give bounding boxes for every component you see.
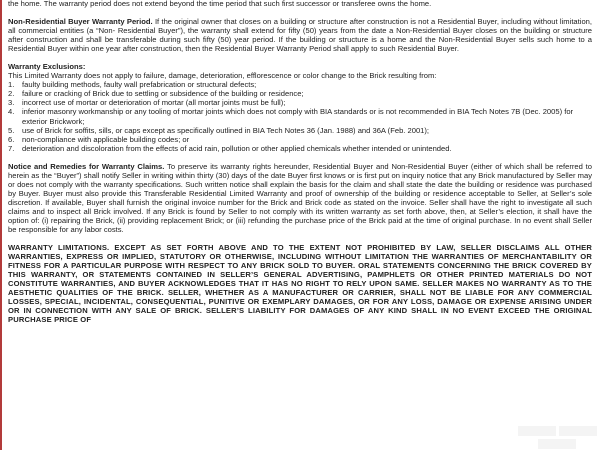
list-item-number: 3. [8,98,15,108]
notice-paragraph [8,162,592,234]
brick-watermark-icon [518,426,598,450]
notice-heading: Notice and Remedies for Warranty Claims. [8,161,165,171]
list-item-number: 7. [8,143,15,153]
non-residential-heading: Non-Residential Buyer Warranty Period. [8,17,153,27]
warranty-document [8,0,592,325]
exclusions-section [8,62,592,152]
list-item-number: 4. [8,107,15,117]
list-item-text: incorrect use of mortar or deterioration of mortar (all mortar joints must be full); [22,98,286,108]
notice-body: To preserve its warranty rights hereunder, Residential Buyer and Non-Residential Buyer (either of which shall be referred to herein as the “Buyer”) shall notify Seller in writing within thirty (30) days of the date Buyer first knows or is first put on inquiry notice that any Brick manufactured by Seller may or does not comply with the warranty specifications. Such written notice shall explain the basis for the claim and shall state the date the building or residence was purchased by Buyer. Buyer must also provide this Transferable Residential Limited Warranty and proof of ownership of the building or residence acceptable to Seller, at Seller’s sole discretion. If available, Buyer shall furnish the original invoice number for the Brick and Brick code as stated on the invoice. Seller shall have the right to investigate all such claims and to inspect all Brick involved. If any Brick is found by Seller to not comply with its written warranty as set forth above, then, at Seller’s election, it shall have the option of: (i) repairing the Brick, (ii) providing replacement Brick; or (iii) refunding the purchase price of the Brick paid at the time of original purchase. In no event shall Seller be responsible for any labor costs. [8,161,592,235]
list-item-text: non-compliance with applicable building codes; or [22,134,190,144]
non-residential-paragraph [8,17,592,53]
list-item-text: faulty building methods, faulty wall prefabrication or structural defects; [22,80,257,90]
list-item [8,135,592,144]
list-item [8,126,592,135]
limitations-paragraph: WARRANTY LIMITATIONS. EXCEPT AS SET FORTH ABOVE AND TO THE EXTENT NOT PROHIBITED BY LAW, SELLER DISCLAIMS ALL OTHER WARRANTIES, EXPRESS OR IMPLIED, STATUTORY OR OTHERWISE, INCLUDING WITHOUT LIMITATION THE WARRANTIES OF MERCHANTABILITY OR FITNESS FOR A PARTICULAR PURPOSE WITH RESPECT TO ANY BRICK SOLD TO BUYER. ORAL STATEMENTS CONCERNING THE BRICK COVERED BY THIS WARRANTY, OR STATEMENTS CONTAINED IN SELLER’S GENERAL ADVERTISING, PAMPHLETS OR OTHER PRINTED MATERIALS DO NOT CONSTITUTE WARRANTIES, AND BUYER ACKNOWLEDGES THAT IT HAS NO RIGHT TO RELY UPON SAME. SELLER MAKES NO WARRANTY AS TO THE AESTHETIC QUALITIES OF THE BRICK. SELLER, WHETHER AS A MANUFACTURER OR CARRIER, SHALL NOT BE LIABLE FOR ANY COMMERCIAL LOSSES, SPECIAL, INCIDENTAL, CONSEQUENTIAL, PUNITIVE OR EXEMPLARY DAMAGES, OR FOR ANY LOSS, DAMAGE OR EXPENSE ARISING UNDER OR IN CONNECTION WITH ANY SALE OF BRICK. SELLER’S LIABILITY FOR DAMAGES OF ANY KIND SHALL IN NO EVENT EXCEED THE ORIGINAL PURCHASE PRICE OF [8,243,592,325]
list-item-text: deterioration and discoloration from the effects of acid rain, pollution or other applied chemicals whether intended or unintended. [22,143,452,153]
list-item [8,98,592,107]
exclusions-list [8,80,592,152]
lead-paragraph: the home. The warranty period does not extend beyond the time period that such first successor or transferee owns the home. [8,0,432,8]
list-item [8,107,592,125]
list-item-number: 2. [8,89,15,99]
left-accent-rule [0,0,2,450]
list-item [8,80,592,89]
list-item [8,144,592,153]
non-residential-body: If the original owner that closes on a building or structure after construction is not a Residential Buyer, including without limitation, all commercial entities (a “Non- Residential Buyer”), the warranty shall extend for fifty (50) years from the date a Non-Residential Buyer closes on the building or structure after construction and shall be transferable during such fifty (50) year period. If the building or structure is a home and the Non-Residential Buyer sells such home to a Residential Buyer within one year after construction, then the Residential Buyer Warranty Period shall apply to such Residential Buyer. [8,17,593,54]
list-item-text: failure or cracking of Brick due to settling or subsidence of the building or residence; [22,89,304,99]
exclusions-intro: This Limited Warranty does not apply to failure, damage, deterioration, efflorescence or color change to the Brick resulting from: [8,71,437,81]
exclusions-heading: Warranty Exclusions: [8,62,86,72]
list-item-number: 1. [8,80,15,90]
list-item-text: inferior masonry workmanship or any tooling of mortar joints which does not comply with BIA standards or is not recommended in BIA Tech Notes 7B (Dec. 2005) for exterior Brickwork; [22,107,574,126]
list-item-number: 5. [8,125,15,135]
list-item [8,89,592,98]
list-item-text: use of Brick for soffits, sills, or caps except as specifically outlined in BIA Tech Notes 36 (Jan. 1988) and 36A (Feb. 2001); [22,125,430,135]
list-item-number: 6. [8,134,15,144]
